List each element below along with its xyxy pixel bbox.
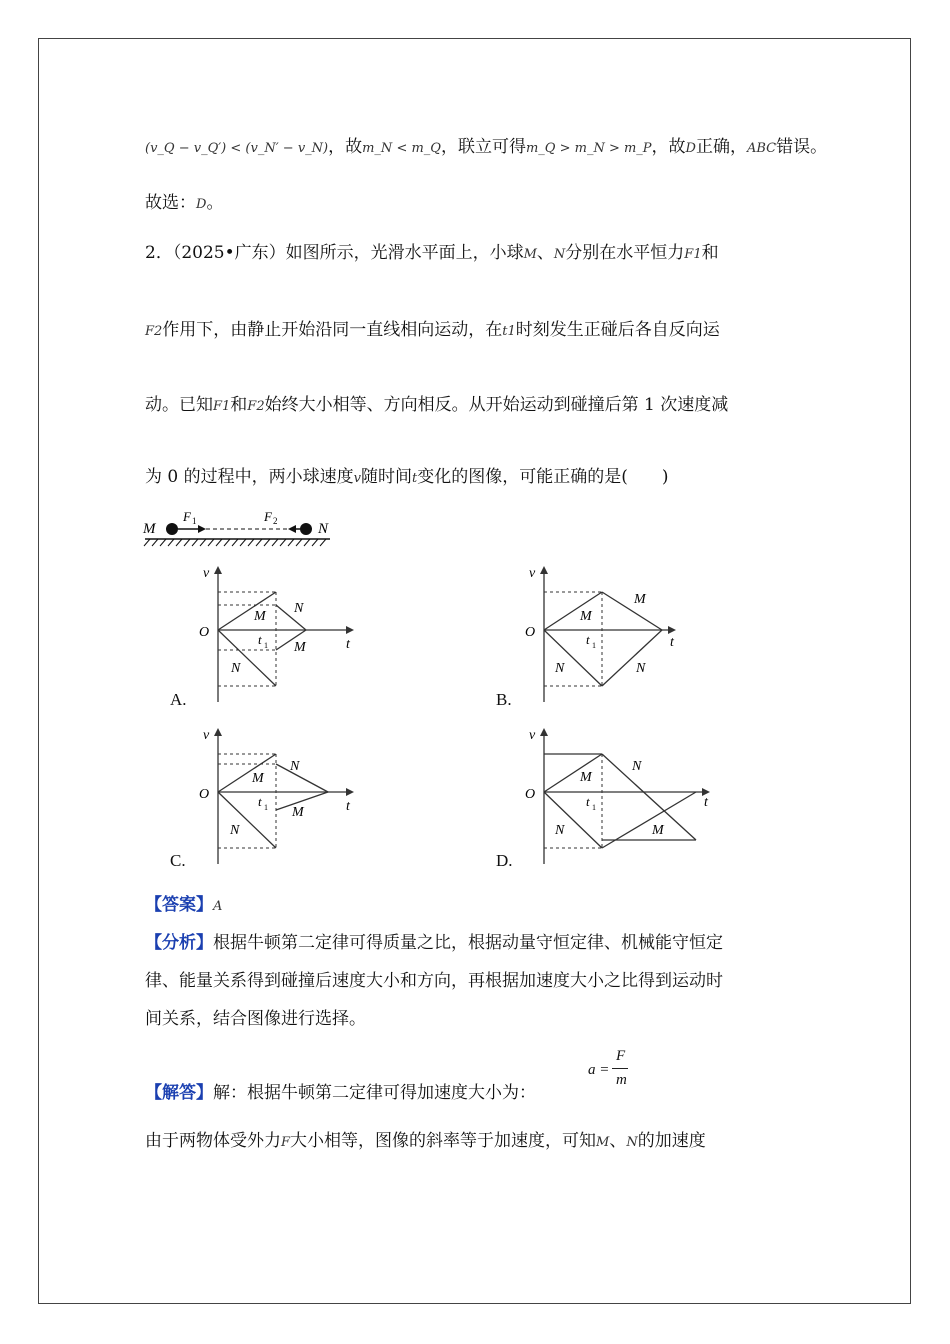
svg-text:O: O bbox=[525, 625, 536, 640]
svg-text:O: O bbox=[199, 625, 210, 640]
solution-line-1: 【解答】解：根据牛顿第二定律可得加速度大小为： bbox=[145, 1083, 536, 1103]
svg-text:O: O bbox=[525, 787, 536, 802]
question-2-line-4: 为 0 的过程中，两小球速度v随时间t变化的图像，可能正确的是( ) bbox=[145, 467, 669, 487]
svg-text:v: v bbox=[203, 566, 210, 581]
graph-option-a bbox=[196, 562, 361, 707]
svg-text:2: 2 bbox=[273, 516, 278, 526]
choice-line: 故选：D。 bbox=[145, 193, 224, 213]
option-b-label[interactable]: B. bbox=[496, 690, 512, 709]
graph-option-b bbox=[522, 562, 687, 707]
analysis-tag: 【分析】 bbox=[145, 933, 213, 953]
svg-text:t: t bbox=[258, 632, 262, 647]
ball-n bbox=[300, 523, 312, 535]
analysis-line-2: 律、能量关系得到碰撞后速度大小和方向，再根据加速度大小之比得到运动时 bbox=[145, 971, 723, 991]
svg-text:N: N bbox=[230, 823, 240, 838]
svg-text:N: N bbox=[632, 759, 642, 774]
svg-text:N: N bbox=[555, 661, 565, 676]
svg-text:O: O bbox=[199, 787, 210, 802]
answer-tag: 【答案】 bbox=[145, 895, 213, 915]
setup-figure bbox=[140, 508, 340, 553]
svg-text:M: M bbox=[580, 770, 592, 785]
option-a-label[interactable]: A. bbox=[170, 690, 187, 709]
svg-text:t: t bbox=[670, 635, 674, 650]
solution-line-2: 由于两物体受外力F大小相等，图像的斜率等于加速度，可知M、N的加速度 bbox=[145, 1131, 706, 1151]
svg-text:1: 1 bbox=[192, 516, 197, 526]
analysis-line-1: 【分析】根据牛顿第二定律可得质量之比，根据动量守恒定律、机械能守恒定 bbox=[145, 933, 723, 953]
svg-text:N: N bbox=[636, 661, 646, 676]
svg-text:N: N bbox=[231, 661, 241, 676]
question-2-line-2: F2作用下，由静止开始沿同一直线相向运动，在t1时刻发生正碰后各自反向运 bbox=[145, 320, 720, 340]
ball-n-label: N bbox=[318, 521, 329, 537]
svg-text:M: M bbox=[580, 609, 592, 624]
ball-m-label: M bbox=[143, 521, 156, 537]
answer-value: A bbox=[213, 899, 223, 914]
force-f2-label: F bbox=[264, 509, 272, 524]
graph-option-d bbox=[522, 724, 722, 869]
svg-text:v: v bbox=[529, 566, 536, 581]
question-2-line-1: 2．（2025•广东）如图所示，光滑水平面上，小球M、N分别在水平恒力F1和 bbox=[145, 243, 719, 263]
svg-text:1: 1 bbox=[264, 803, 268, 812]
math-velocity-inequality: (v_Q − v_Q′) < (v_N′ − v_N) bbox=[145, 141, 329, 156]
question-2-line-3: 动。已知F1和F2始终大小相等、方向相反。从开始运动到碰撞后第 1 次速度减 bbox=[145, 395, 729, 415]
svg-text:t: t bbox=[586, 632, 590, 647]
svg-text:t: t bbox=[258, 794, 262, 809]
svg-text:M: M bbox=[252, 771, 264, 786]
svg-text:1: 1 bbox=[264, 641, 268, 650]
svg-text:M: M bbox=[254, 609, 266, 624]
svg-text:M: M bbox=[292, 805, 304, 820]
svg-text:M: M bbox=[634, 592, 646, 607]
graph-option-c bbox=[196, 724, 361, 869]
svg-text:v: v bbox=[203, 728, 210, 743]
analysis-line-3: 间关系，结合图像进行选择。 bbox=[145, 1009, 366, 1029]
math-mass-chain: m_Q > m_N > m_P bbox=[525, 141, 652, 156]
svg-text:t: t bbox=[346, 799, 350, 814]
svg-text:t: t bbox=[704, 795, 708, 810]
option-d-label[interactable]: D. bbox=[496, 851, 513, 870]
svg-text:N: N bbox=[290, 759, 300, 774]
answer-line bbox=[145, 890, 222, 915]
svg-text:M: M bbox=[294, 640, 306, 655]
solution-tag: 【解答】 bbox=[145, 1083, 213, 1103]
solution-line-1: (v_Q − v_Q′) < (v_N′ − v_N)，故m_N < m_Q，联立可得m_Q > m_N > m_P，故D正确，ABC错误。 bbox=[145, 137, 828, 157]
svg-text:N: N bbox=[294, 601, 304, 616]
math-mass-inequality: m_N < m_Q bbox=[362, 141, 441, 156]
option-c-label[interactable]: C. bbox=[170, 851, 186, 870]
force-f1-label: F bbox=[183, 509, 191, 524]
ball-m bbox=[166, 523, 178, 535]
svg-text:1: 1 bbox=[592, 641, 596, 650]
svg-text:1: 1 bbox=[592, 803, 596, 812]
svg-text:t: t bbox=[586, 794, 590, 809]
svg-text:t: t bbox=[346, 637, 350, 652]
page-border bbox=[38, 38, 911, 1304]
svg-text:M: M bbox=[652, 823, 664, 838]
line-m-accel bbox=[218, 592, 276, 630]
svg-text:v: v bbox=[529, 728, 536, 743]
svg-text:N: N bbox=[555, 823, 565, 838]
line-n-accel bbox=[218, 630, 276, 686]
